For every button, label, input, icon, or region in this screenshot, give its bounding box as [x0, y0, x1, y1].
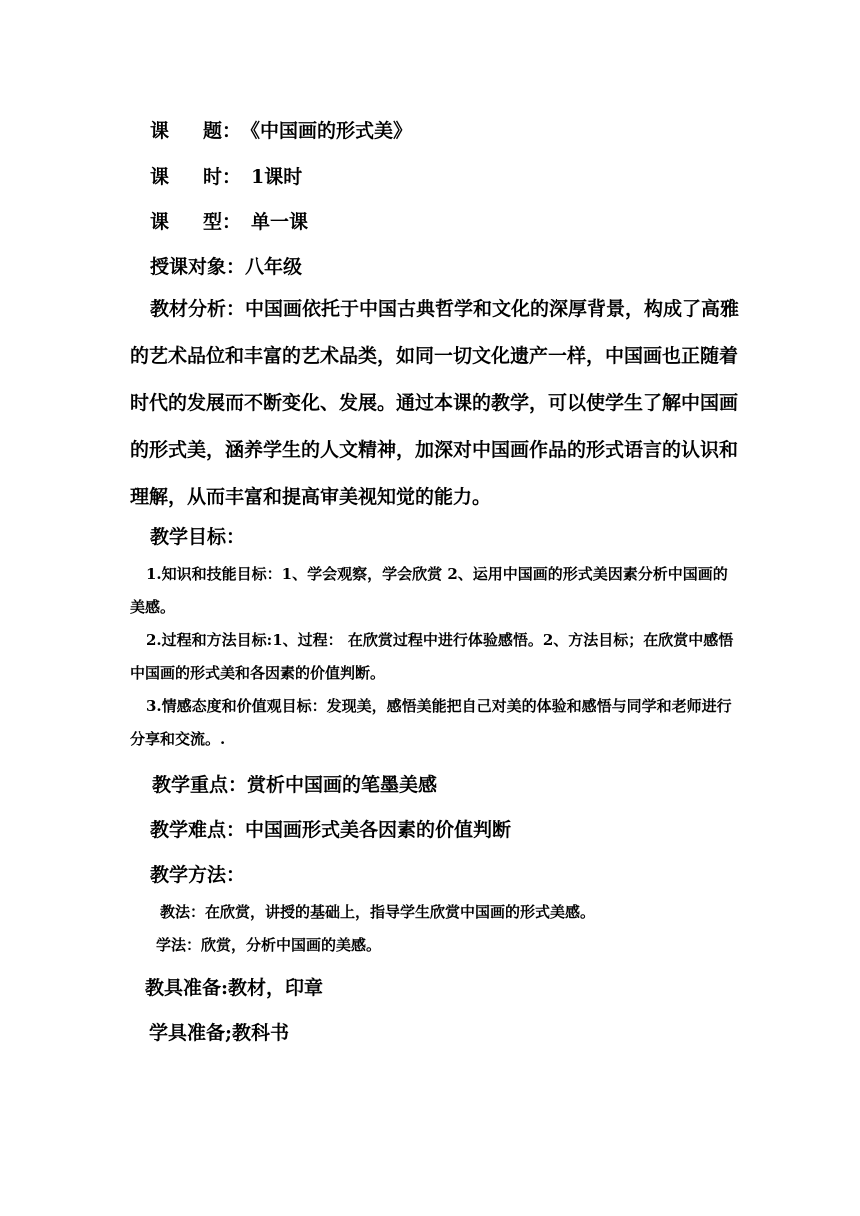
analysis-text: 中国画依托于中国古典哲学和文化的深厚背景，构成了高雅的艺术品位和丰富的艺术品类，如同一切文化遗产一样，中国画也正随着时代的发展而不断变化、发展。通过本课的教学，可以使学生了解中国画的形式美，涵养学生的人文精神，加深对中国画作品的形式语言的认识和理解，从而丰富和提高审美视知觉的能力。 — [130, 298, 740, 508]
type-value: 单一课 — [251, 211, 309, 233]
objective-item-2: 2.过程和方法目标:1、过程： 在欣赏过程中进行体验感悟。2、方法目标；在欣赏中感悟中国画的形式美和各因素的价值判断。 — [130, 631, 734, 682]
type-label: 课型： — [150, 211, 242, 233]
type-line — [150, 207, 308, 234]
analysis-paragraph — [130, 286, 740, 521]
objectives-heading: 教学目标： — [150, 526, 246, 548]
student-prep: 学具准备;教科书 — [149, 1022, 290, 1044]
audience-line — [150, 252, 302, 279]
teaching-method: 教法：在欣赏，讲授的基础上，指导学生欣赏中国画的形式美感。 — [160, 903, 596, 921]
teacher-prep: 教具准备:教材，印章 — [145, 977, 324, 999]
period-value: 1课时 — [251, 166, 303, 188]
analysis-label: 教材分析： — [150, 298, 246, 320]
audience-value: 八年级 — [245, 256, 303, 278]
methods-heading: 教学方法： — [150, 864, 246, 886]
topic-value: 《中国画的形式美》 — [241, 120, 413, 142]
period-line — [150, 162, 302, 189]
difficulty: 教学难点：中国画形式美各因素的价值判断 — [150, 819, 512, 841]
audience-label: 授课对象： — [150, 256, 246, 278]
learning-method: 学法：欣赏，分析中国画的美感。 — [156, 936, 382, 954]
key-point: 教学重点：赏析中国画的笔墨美感 — [152, 774, 438, 796]
objective-item-3: 3.情感态度和价值观目标：发现美，感悟美能把自己对美的体验和感悟与同学和老师进行分享和交流。. — [130, 697, 732, 748]
topic-line — [150, 116, 412, 143]
topic-label: 课题： — [150, 120, 242, 142]
objective-item-1: 1.知识和技能目标：1、学会观察，学会欣赏 2、运用中国画的形式美因素分析中国画的美感。 — [130, 565, 728, 616]
period-label: 课时： — [150, 166, 242, 188]
